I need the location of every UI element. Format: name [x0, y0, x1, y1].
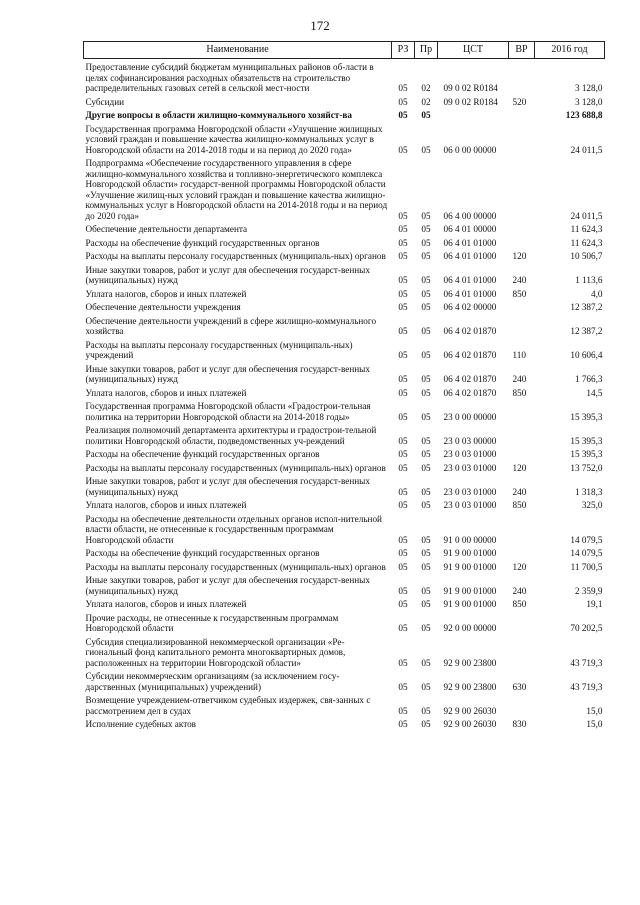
row-expense-type: [509, 315, 535, 339]
row-expense-type: [509, 59, 535, 96]
row-target-article: 23 0 03 01000: [443, 500, 497, 510]
row-subsection: 05: [421, 548, 431, 558]
row-expense-type: 120: [512, 251, 527, 261]
row-subsection: 05: [421, 462, 431, 473]
row-name: Расходы на выплаты персоналу государственных (муниципаль-ных) органов: [85, 462, 386, 473]
row-subsection: 05: [421, 387, 431, 398]
row-target-article: 92 9 00 26030: [443, 705, 497, 716]
row-target-article: 91 0 00 00000: [443, 534, 497, 545]
row-amount: 4,0: [591, 288, 603, 299]
table-row: [84, 718, 605, 732]
table-row: [84, 475, 605, 499]
row-expense-type: [509, 400, 535, 424]
row-amount: 15,0: [586, 705, 603, 716]
table-row: [84, 288, 605, 302]
row-section: 05: [398, 435, 408, 446]
budget-table: [83, 41, 605, 732]
row-target-article: 23 0 03 01000: [443, 486, 497, 497]
row-expense-type: [509, 513, 535, 548]
row-section: 05: [398, 534, 408, 545]
row-target-article: 92 0 00 00000: [443, 623, 497, 633]
row-name: Расходы на обеспечение деятельности отдельных органов испол-нительной власти области, не отнесенные к государственным программам Новгородской области: [85, 513, 382, 545]
row-name: Расходы на выплаты персоналу государственных (муниципаль-ных) органов: [85, 251, 386, 261]
row-section: 05: [398, 585, 408, 596]
table-row: [84, 670, 605, 694]
table-row: [84, 513, 605, 548]
row-subsection: 05: [421, 275, 431, 285]
row-target-article: 06 4 01 00000: [443, 224, 497, 234]
row-section: 05: [398, 705, 408, 716]
row-expense-type: 520: [512, 96, 527, 107]
row-section: 05: [398, 411, 408, 422]
row-target-article: 92 9 00 26030: [443, 719, 497, 729]
row-amount: 10 506,7: [570, 251, 603, 261]
row-subsection: 05: [421, 302, 431, 312]
row-amount: 14 079,5: [570, 548, 603, 558]
row-name: Возмещение учреждением-ответчиком судебных издержек, свя-занных с рассмотрением дел в судах: [85, 695, 371, 716]
row-expense-type: [509, 636, 535, 671]
row-section: 05: [398, 500, 408, 510]
row-expense-type: 850: [512, 599, 527, 609]
row-subsection: 05: [421, 599, 431, 609]
row-section: 05: [398, 237, 408, 248]
row-section: 05: [398, 326, 408, 336]
header-name: Наименование: [84, 42, 392, 59]
row-subsection: 05: [421, 374, 431, 384]
row-amount: 70 202,5: [570, 623, 603, 633]
row-section: 05: [398, 96, 408, 107]
row-amount: 24 011,5: [570, 210, 603, 221]
row-section: 05: [398, 374, 408, 384]
table-row: [84, 561, 605, 575]
row-expense-type: [509, 301, 535, 315]
row-subsection: 02: [421, 83, 431, 93]
row-target-article: 06 4 02 01870: [443, 326, 497, 336]
row-name: Уплата налогов, сборов и иных платежей: [85, 500, 247, 510]
row-subsection: 05: [421, 500, 431, 510]
row-section: 05: [398, 224, 408, 234]
row-expense-type: 240: [512, 275, 527, 285]
row-section: 05: [398, 110, 408, 120]
table-header-row: [84, 42, 605, 59]
row-subsection: 05: [421, 705, 431, 716]
row-amount: 1 318,3: [574, 486, 603, 497]
row-target-article: 06 4 00 00000: [443, 210, 497, 221]
row-target-article: 06 4 02 01870: [443, 350, 497, 360]
row-amount: 15,0: [586, 719, 603, 729]
table-row: [84, 424, 605, 448]
row-expense-type: 240: [512, 374, 527, 384]
table-row: [84, 462, 605, 476]
table-row: [84, 499, 605, 513]
row-target-article: 92 9 00 23800: [443, 681, 497, 692]
row-expense-type: [509, 223, 535, 237]
row-amount: 19,1: [586, 599, 603, 609]
row-amount: 14 079,5: [570, 534, 603, 545]
table-row: [84, 59, 605, 96]
table-row: [84, 636, 605, 671]
row-name: Расходы на обеспечение функций государственных органов: [85, 449, 320, 459]
row-name: Исполнение судебных актов: [85, 719, 197, 729]
row-expense-type: [509, 123, 535, 158]
row-section: 05: [398, 275, 408, 285]
header-rz: РЗ: [392, 42, 415, 59]
row-section: 05: [398, 251, 408, 261]
row-name: Субсидии: [85, 96, 125, 107]
table-row: [84, 237, 605, 251]
row-amount: 11 624,3: [570, 237, 603, 248]
row-subsection: 05: [421, 326, 431, 336]
row-expense-type: 850: [512, 288, 527, 299]
row-target-article: 91 9 00 01000: [443, 599, 497, 609]
row-amount: 15 395,3: [570, 449, 603, 459]
row-subsection: 05: [421, 534, 431, 545]
row-subsection: 05: [421, 657, 431, 668]
row-section: 05: [398, 387, 408, 398]
table-row: [84, 547, 605, 561]
row-name: Субсидии некоммерческим организациям (за исключением госу-дарственных (муниципальных) учреждений): [85, 671, 340, 692]
row-expense-type: [509, 157, 535, 223]
row-expense-type: [509, 237, 535, 251]
row-name: Расходы на обеспечение функций государственных органов: [85, 548, 320, 558]
table-row: [84, 315, 605, 339]
row-section: 05: [398, 657, 408, 668]
row-name: Расходы на выплаты персоналу государственных (муниципаль-ных) учреждений: [85, 339, 353, 360]
row-subsection: 05: [421, 350, 431, 360]
row-name: Уплата налогов, сборов и иных платежей: [85, 387, 247, 398]
row-subsection: 05: [421, 561, 431, 572]
row-expense-type: [509, 694, 535, 718]
row-section: 05: [398, 302, 408, 312]
row-target-article: 92 9 00 23800: [443, 657, 497, 668]
row-name: Другие вопросы в области жилищно-коммунального хозяйст-ва: [85, 110, 352, 120]
table-row: [84, 363, 605, 387]
row-section: 05: [398, 561, 408, 572]
row-name: Расходы на выплаты персоналу государственных (муниципаль-ных) органов: [85, 561, 386, 572]
row-target-article: 23 0 03 01000: [443, 449, 497, 459]
row-amount: 3 128,0: [574, 83, 603, 93]
row-expense-type: 850: [512, 387, 527, 398]
row-target-article: 06 0 00 00000: [443, 144, 497, 155]
row-name: Уплата налогов, сборов и иных платежей: [85, 288, 247, 299]
row-target-article: 91 9 00 01000: [443, 548, 497, 558]
row-section: 05: [398, 486, 408, 497]
row-amount: 12 387,2: [570, 302, 603, 312]
row-amount: 15 395,3: [570, 435, 603, 446]
table-row: [84, 400, 605, 424]
row-section: 05: [398, 210, 408, 221]
header-pr: Пр: [415, 42, 438, 59]
row-amount: 11 700,5: [570, 561, 603, 572]
row-expense-type: 850: [512, 500, 527, 510]
row-amount: 10 606,4: [570, 350, 603, 360]
row-subsection: 05: [421, 288, 431, 299]
table-row: [84, 301, 605, 315]
row-section: 05: [398, 599, 408, 609]
row-target-article: 23 0 03 01000: [443, 462, 497, 473]
row-expense-type: 120: [512, 561, 527, 572]
row-target-article: 06 4 01 01000: [443, 251, 497, 261]
row-name: Обеспечение деятельности учреждений в сфере жилищно-коммунального хозяйства: [85, 315, 377, 336]
row-target-article: 06 4 01 01000: [443, 288, 497, 299]
row-target-article: [438, 109, 509, 123]
row-amount: 43 719,3: [570, 681, 603, 692]
row-name: Иные закупки товаров, работ и услуг для обеспечения государст-венных (муниципальных) нужд: [85, 575, 370, 596]
row-target-article: 23 0 03 00000: [443, 435, 497, 446]
row-expense-type: 240: [512, 585, 527, 596]
row-name: Прочие расходы, не отнесенные к государственным программам Новгородской области: [85, 612, 339, 633]
row-target-article: 06 4 01 01000: [443, 275, 497, 285]
row-amount: 325,0: [581, 500, 603, 510]
table-row: [84, 694, 605, 718]
row-expense-type: 240: [512, 486, 527, 497]
row-name: Субсидия специализированной некоммерческой организации «Ре-гиональный фонд капитального ремонта многоквартирных домов, расположенных на территории Новгородской области»: [85, 636, 346, 668]
row-target-article: 91 9 00 01000: [443, 561, 497, 572]
row-name: Расходы на обеспечение функций государственных органов: [85, 237, 320, 248]
row-amount: 123 688,8: [565, 110, 603, 120]
row-target-article: 91 9 00 01000: [443, 585, 497, 596]
row-amount: 15 395,3: [570, 411, 603, 422]
row-subsection: 05: [421, 144, 431, 155]
row-subsection: 05: [421, 224, 431, 234]
row-expense-type: [509, 612, 535, 636]
row-expense-type: 830: [512, 719, 527, 729]
row-name: Обеспечение деятельности департамента: [85, 224, 248, 234]
row-name: Уплата налогов, сборов и иных платежей: [85, 599, 247, 609]
row-subsection: 05: [421, 435, 431, 446]
row-expense-type: 630: [512, 681, 527, 692]
row-expense-type: [509, 109, 535, 123]
row-amount: 1 766,3: [574, 374, 603, 384]
row-section: 05: [398, 462, 408, 473]
row-section: 05: [398, 288, 408, 299]
row-subsection: 02: [421, 96, 431, 107]
table-row: [84, 598, 605, 612]
table-row: [84, 157, 605, 223]
table-row: [84, 574, 605, 598]
row-section: 05: [398, 548, 408, 558]
row-section: 05: [398, 623, 408, 633]
row-target-article: 06 4 02 00000: [443, 302, 497, 312]
table-row: [84, 250, 605, 264]
row-amount: 2 359,9: [574, 585, 603, 596]
row-amount: 11 624,3: [570, 224, 603, 234]
row-amount: 14,5: [586, 387, 603, 398]
row-name: Государственная программа Новгородской области «Улучшение жилищных условий граждан и повышение качества жилищно-коммунальных услуг в Новгородской области на 2014-2018 годы и на период до 2020 года»: [85, 123, 383, 155]
row-target-article: 09 0 02 R0184: [443, 83, 498, 93]
row-subsection: 05: [421, 486, 431, 497]
row-name: Иные закупки товаров, работ и услуг для обеспечения государст-венных (муниципальных) нужд: [85, 264, 370, 285]
row-target-article: 06 4 02 01870: [443, 374, 497, 384]
row-subsection: 05: [421, 585, 431, 596]
row-section: 05: [398, 350, 408, 360]
row-subsection: 05: [421, 251, 431, 261]
row-subsection: 05: [421, 210, 431, 221]
row-subsection: 05: [421, 681, 431, 692]
row-name: Иные закупки товаров, работ и услуг для обеспечения государст-венных (муниципальных) нужд: [85, 476, 370, 497]
page-number: 172: [310, 18, 330, 33]
table-row: [84, 223, 605, 237]
row-section: 05: [398, 83, 408, 93]
table-row: [84, 387, 605, 401]
row-amount: 3 128,0: [574, 96, 603, 107]
table-row: [84, 264, 605, 288]
row-name: Иные закупки товаров, работ и услуг для обеспечения государст-венных (муниципальных) нужд: [85, 363, 370, 384]
row-subsection: 05: [421, 623, 431, 633]
row-target-article: 23 0 00 00000: [443, 411, 497, 422]
row-amount: 24 011,5: [570, 144, 603, 155]
row-expense-type: [509, 424, 535, 448]
row-name: Государственная программа Новгородской области «Градострои-тельная политика на территории Новгородской области на 2014-2018 годы»: [85, 401, 371, 422]
row-amount: 12 387,2: [570, 326, 603, 336]
row-amount: 13 752,0: [570, 462, 603, 473]
table-row: [84, 123, 605, 158]
row-section: 05: [398, 719, 408, 729]
table-row: [84, 339, 605, 363]
row-name: Предоставление субсидий бюджетам муниципальных районов об-ласти в целях софинансирования расходных обязательств на строительство распределительных газовых сетей в сельской мест-ности: [85, 62, 374, 93]
row-subsection: 05: [421, 237, 431, 248]
header-cst: ЦСТ: [438, 42, 509, 59]
row-expense-type: [509, 547, 535, 561]
row-subsection: 05: [421, 411, 431, 422]
table-row: [84, 448, 605, 462]
row-section: 05: [398, 144, 408, 155]
row-name: Реализация полномочий департамента архитектуры и градострои-тельной политики Новгородской области, подведомственных уч-реждений: [85, 425, 377, 446]
row-section: 05: [398, 449, 408, 459]
row-target-article: 09 0 02 R0184: [443, 96, 498, 107]
table-row: [84, 612, 605, 636]
row-target-article: 06 4 01 01000: [443, 237, 497, 248]
table-row: [84, 96, 605, 110]
header-vr: ВР: [509, 42, 535, 59]
table-body: [84, 59, 605, 732]
row-section: 05: [398, 681, 408, 692]
row-expense-type: 110: [512, 350, 526, 360]
row-target-article: 06 4 02 01870: [443, 387, 497, 398]
row-name: Обеспечение деятельности учреждения: [85, 302, 241, 312]
row-name: Подпрограмма «Обеспечение государственного управления в сфере жилищно-коммунального хозяйства и топливно-энергетического комплекса Новгородской области» государст-венной программы Новгородской области «Улучшение жилищ-ных условий граждан и повышение качества жилищно-коммунальных услуг в Новгородской области на 2014-2018 годы и на период до 2020 года»: [85, 158, 388, 221]
table-row: [84, 109, 605, 123]
row-expense-type: 120: [512, 462, 527, 473]
row-subsection: 05: [421, 449, 431, 459]
row-subsection: 05: [421, 110, 431, 120]
row-amount: 1 113,6: [575, 275, 603, 285]
row-expense-type: [509, 448, 535, 462]
row-amount: 43 719,3: [570, 657, 603, 668]
row-subsection: 05: [421, 719, 431, 729]
header-amount: 2016 год: [535, 42, 605, 59]
